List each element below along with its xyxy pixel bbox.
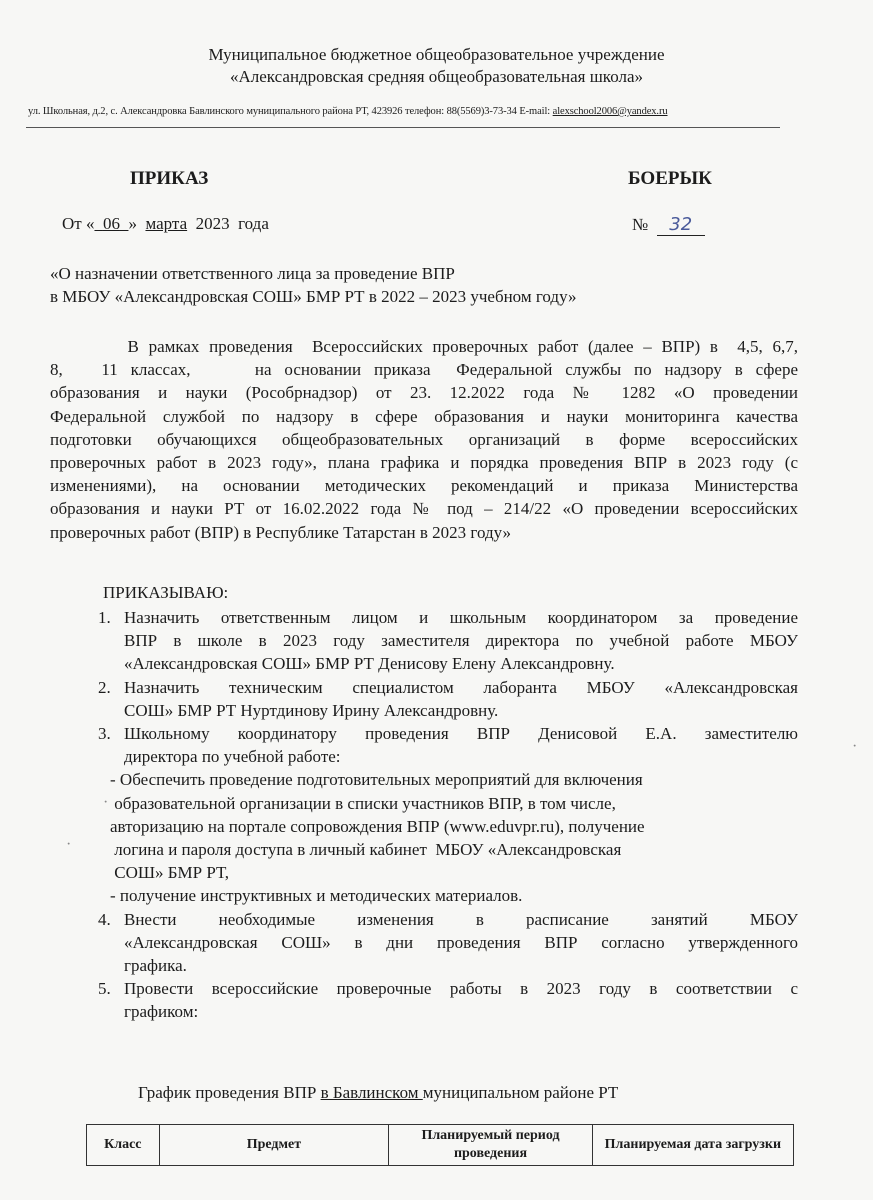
paragraph-line: подготовки обучающихся общеобразовательных организаций в форме всероссийских (50, 429, 798, 449)
paragraph-line: В рамках проведения Всероссийских проверочных работ (далее – ВПР) в 4,5, 6,7, (50, 337, 798, 356)
item-number: 3. (98, 724, 111, 744)
email-link[interactable]: alexschool2006@yandex.ru (552, 106, 668, 117)
number-label: № (632, 215, 649, 234)
order-title-tatar: БОЕРЫК (628, 168, 712, 189)
paragraph-line: изменениями), на основании методических рекомендаций и приказа Министерства (50, 476, 798, 496)
date-day (94, 214, 128, 233)
item-line: ВПР в школе в 2023 году заместителя директора по учебной работе МБОУ (124, 631, 798, 651)
paragraph-line: 8, 11 классах, на основании приказа Федеральной службы по надзору в сфере (50, 360, 798, 380)
item-line: Школьному координатору проведения ВПР Денисовой Е.А. заместителю (124, 724, 798, 744)
sub-line: образовательной организации в списки участников ВПР, в том числе, (110, 793, 616, 813)
item-number: 1. (98, 608, 111, 627)
address-line (28, 106, 828, 117)
item-line: Назначить ответственным лицом и школьным координатором за проведение (124, 608, 798, 627)
date-day-value: 06 (102, 214, 120, 233)
paragraph-line: Федеральной службой по надзору в сфере образования и науки мониторинга качества (50, 406, 798, 426)
order-date (62, 214, 269, 234)
address-text: ул. Школьная, д.2, с. Александровка Бавлинского муниципального района РТ, 423926 телефон: 88(5569)3-73-34 E-mail: (28, 106, 553, 117)
paragraph-line: образования и науки РТ от 16.02.2022 года № под – 214/22 «О проведении всероссийских (50, 499, 798, 519)
scan-speck: · (103, 794, 109, 811)
institution-name-line1: Муниципальное бюджетное общеобразовательное учреждение (208, 45, 665, 64)
list-item (98, 722, 798, 908)
list-item (98, 908, 798, 978)
table-header-row (87, 1125, 794, 1166)
order-number (632, 214, 705, 236)
date-prefix: От « (62, 214, 95, 233)
date-year: 2023 года (195, 214, 269, 233)
order-items-list (98, 606, 798, 1024)
item-line: СОШ» БМР РТ Нуртдинову Ирину Александровну. (124, 700, 499, 720)
header-divider (26, 127, 780, 128)
order-word: ПРИКАЗЫВАЮ: (103, 583, 229, 602)
column-header-class: Класс (87, 1125, 160, 1166)
paragraph-line: проверочных работ в 2023 году», плана графика и порядка проведения ВПР в 2023 году (с (50, 453, 798, 473)
paragraph-line: образования и науки (Рособрнадзор) от 23. 12.2022 года № 1282 «О проведении (50, 383, 798, 403)
list-item (98, 676, 798, 722)
institution-name-line2: «Александровская средняя общеобразовательная школа» (230, 67, 643, 86)
item-line: графика. (124, 956, 187, 976)
order-title: ПРИКАЗ (130, 168, 209, 189)
schedule-suffix: муниципальном районе РТ (422, 1083, 619, 1102)
item-line: Провести всероссийские проверочные работы в 2023 году в соответствии с (124, 979, 798, 999)
item-line: директора по учебной работе: (124, 747, 341, 767)
schedule-underlined: в Бавлинском (320, 1083, 423, 1102)
column-header-subject: Предмет (159, 1125, 389, 1166)
column-header-period: Планируемый период проведения (389, 1125, 592, 1166)
subject-line: «О назначении ответственного лица за проведение ВПР (50, 264, 455, 283)
column-header-upload-date: Планируемая дата загрузки (592, 1125, 793, 1166)
subject-line: в МБОУ «Александровская СОШ» БМР РТ в 2022 – 2023 учебном году» (50, 287, 577, 306)
preamble-paragraph (50, 335, 798, 544)
sub-line: - получение инструктивных и методических материалов. (110, 886, 523, 906)
schedule-title (138, 1083, 618, 1103)
order-subject (50, 262, 577, 308)
sub-line: авторизацию на портале сопровождения ВПР (www.eduvpr.ru), получение (110, 816, 645, 836)
item-number: 4. (98, 909, 111, 929)
list-item (98, 606, 798, 676)
item-line: «Александровская СОШ» БМР РТ Денисову Елену Александровну. (124, 654, 615, 674)
handwritten-number: 32 (657, 214, 705, 236)
item-line: «Александровская СОШ» в дни проведения ВПР согласно утвержденного (124, 932, 798, 952)
schedule-table (86, 1124, 794, 1166)
item3-sublist (110, 768, 798, 907)
date-mid: » (128, 214, 137, 233)
scan-speck: · (66, 836, 72, 853)
sub-line: логина и пароля доступа в личный кабинет МБОУ «Александровская (110, 840, 622, 860)
item-number: 2. (98, 677, 111, 697)
item-line: графиком: (124, 1002, 199, 1022)
list-item (98, 977, 798, 1023)
sub-line: - Обеспечить проведение подготовительных мероприятий для включения (110, 770, 643, 790)
item-number: 5. (98, 979, 111, 999)
item-line: Внести необходимые изменения в расписание занятий МБОУ (124, 909, 798, 929)
paragraph-line: проверочных работ (ВПР) в Республике Татарстан в 2023 году» (50, 522, 512, 542)
schedule-prefix: График проведения ВПР (138, 1083, 321, 1102)
item-line: Назначить техническим специалистом лаборанта МБОУ «Александровская (124, 677, 798, 697)
date-month: марта (145, 214, 188, 233)
sub-line: СОШ» БМР РТ, (110, 863, 229, 883)
scan-speck: · (852, 738, 858, 755)
